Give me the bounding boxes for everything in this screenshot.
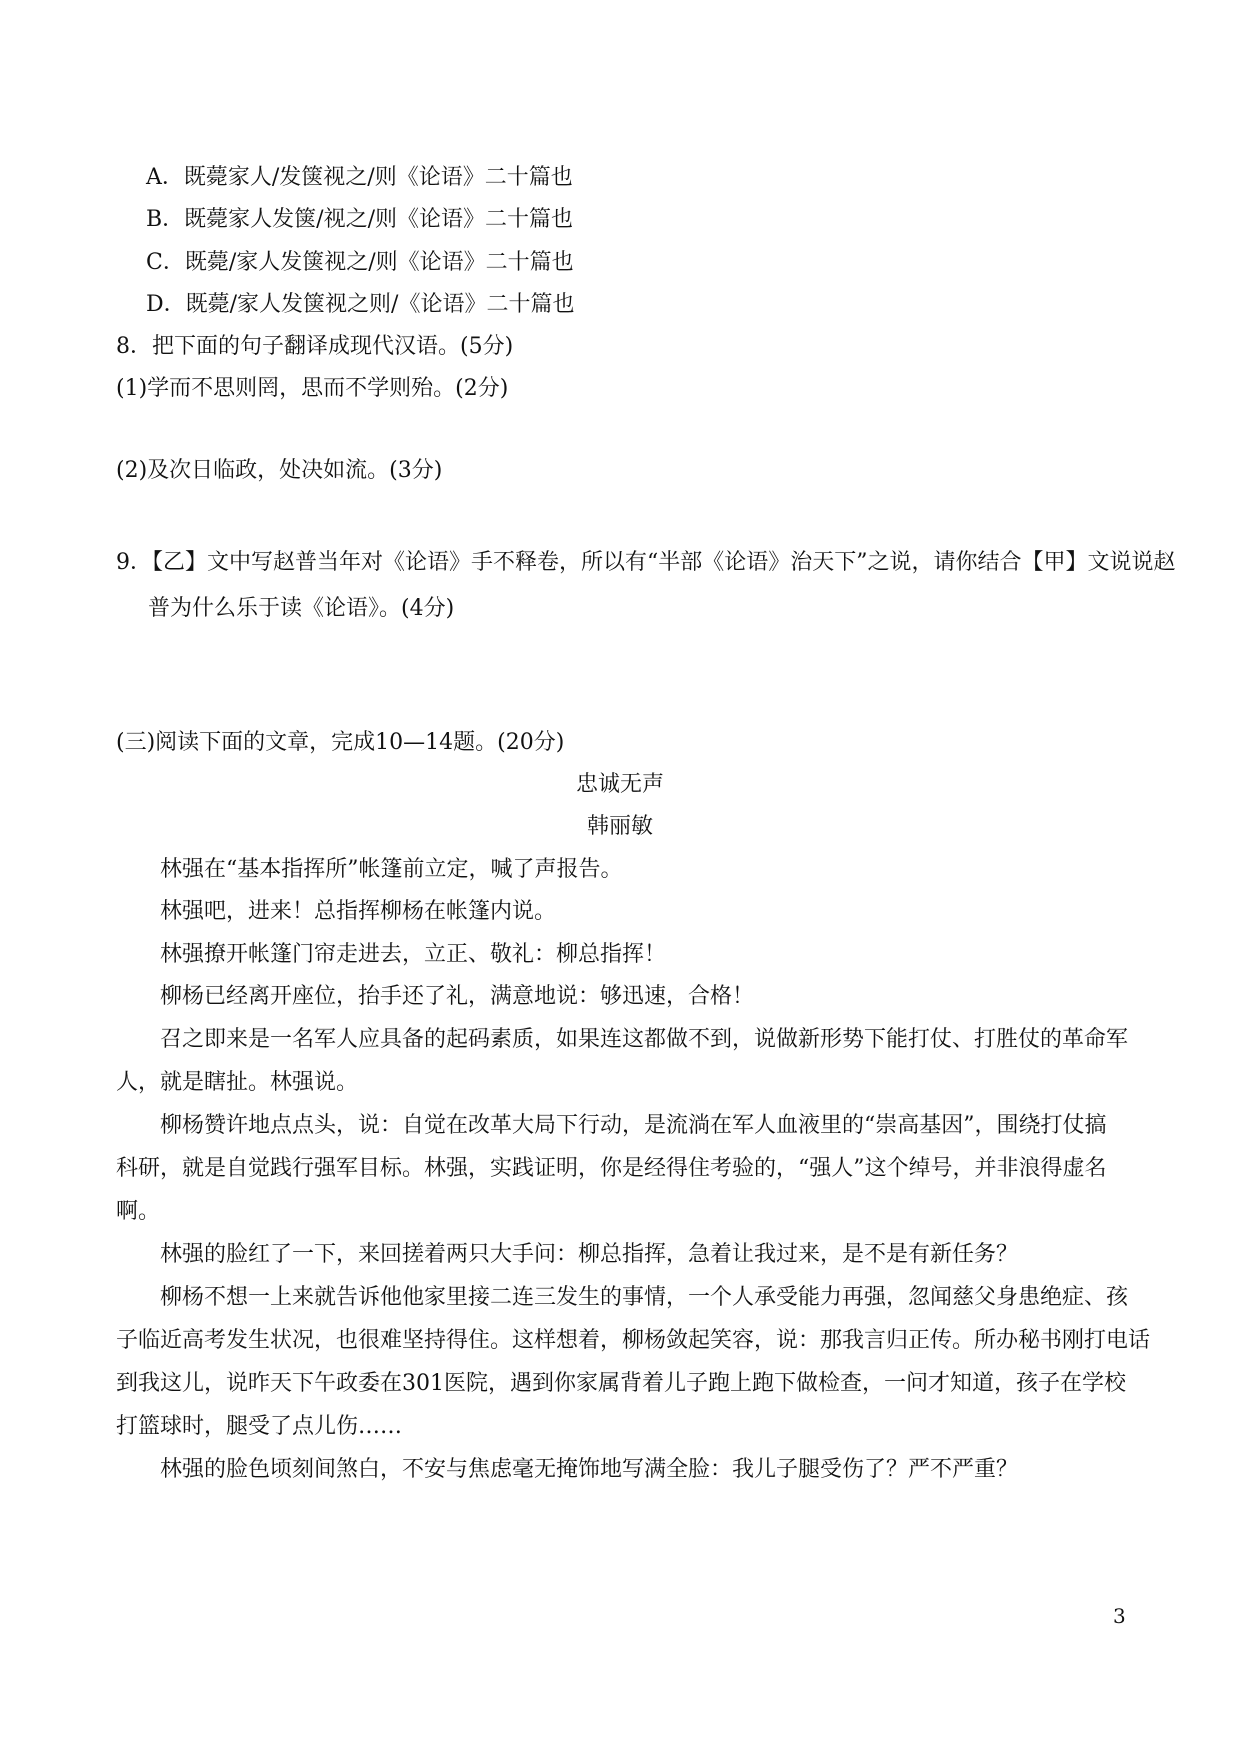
option-b: B．既薨家人发箧/视之/则《论语》二十篇也 xyxy=(146,207,573,232)
question-9-line-2: 普为什么乐于读《论语》。(4分) xyxy=(148,596,455,621)
question-9-line-1: 9．【乙】文中写赵普当年对《论语》手不释卷，所以有“半部《论语》治天下”之说，请你结合【甲】文说说赵 xyxy=(116,550,1176,575)
article-title: 忠诚无声 xyxy=(575,772,664,797)
option-a: A．既薨家人/发箧视之/则《论语》二十篇也 xyxy=(146,165,573,190)
article-line: 召之即来是一名军人应具备的起码素质，如果连这都做不到，说做新形势下能打仗、打胜仗的革命军 xyxy=(160,1027,1129,1052)
article-line: 林强撩开帐篷门帘走进去，立正、敬礼：柳总指挥！ xyxy=(160,942,667,967)
article-line: 林强的脸色顷刻间煞白，不安与焦虑毫无掩饰地写满全脸：我儿子腿受伤了？严不严重？ xyxy=(160,1457,1019,1482)
article-line: 打篮球时，腿受了点儿伤…… xyxy=(116,1414,403,1439)
question-8-sub-1: (1)学而不思则罔，思而不学则殆。(2分) xyxy=(116,376,509,401)
page-number: 3 xyxy=(1113,1604,1126,1628)
option-d: D．既薨/家人发箧视之则/《论语》二十篇也 xyxy=(146,292,575,317)
article-author: 韩丽敏 xyxy=(586,814,653,839)
article-line: 人，就是瞎扯。林强说。 xyxy=(116,1070,359,1095)
article-line: 林强吧，进来！总指挥柳杨在帐篷内说。 xyxy=(160,899,557,924)
section-3-intro: (三)阅读下面的文章，完成10—14题。(20分) xyxy=(116,730,565,755)
article-line: 林强的脸红了一下，来回搓着两只大手问：柳总指挥，急着让我过来，是不是有新任务？ xyxy=(160,1242,1019,1267)
article-line: 到我这儿，说昨天下午政委在301医院，遇到你家属背着儿子跑上跑下做检查，一问才知道，孩子在学校 xyxy=(116,1371,1126,1396)
article-line: 科研，就是自觉践行强军目标。林强，实践证明，你是经得住考验的，“强人”这个绰号，并非浪得虚名 xyxy=(116,1156,1107,1181)
question-8-stem: 8．把下面的句子翻译成现代汉语。(5分) xyxy=(116,334,514,359)
article-line: 林强在“基本指挥所”帐篷前立定，喊了声报告。 xyxy=(160,857,623,882)
option-c: C．既薨/家人发箧视之/则《论语》二十篇也 xyxy=(146,250,574,275)
article-line: 柳杨赞许地点点头，说：自觉在改革大局下行动，是流淌在军人血液里的“崇高基因”，围绕打仗搞 xyxy=(160,1113,1107,1138)
question-8-sub-2: (2)及次日临政，处决如流。(3分) xyxy=(116,458,443,483)
article-line: 子临近高考发生状况，也很难坚持得住。这样想着，柳杨敛起笑容，说：那我言归正传。所办秘书刚打电话 xyxy=(116,1328,1151,1353)
article-line: 啊。 xyxy=(116,1199,161,1224)
article-line: 柳杨已经离开座位，抬手还了礼，满意地说：够迅速，合格！ xyxy=(160,984,755,1009)
article-line: 柳杨不想一上来就告诉他他家里接二连三发生的事情，一个人承受能力再强，忽闻慈父身患绝症、孩 xyxy=(160,1285,1129,1310)
